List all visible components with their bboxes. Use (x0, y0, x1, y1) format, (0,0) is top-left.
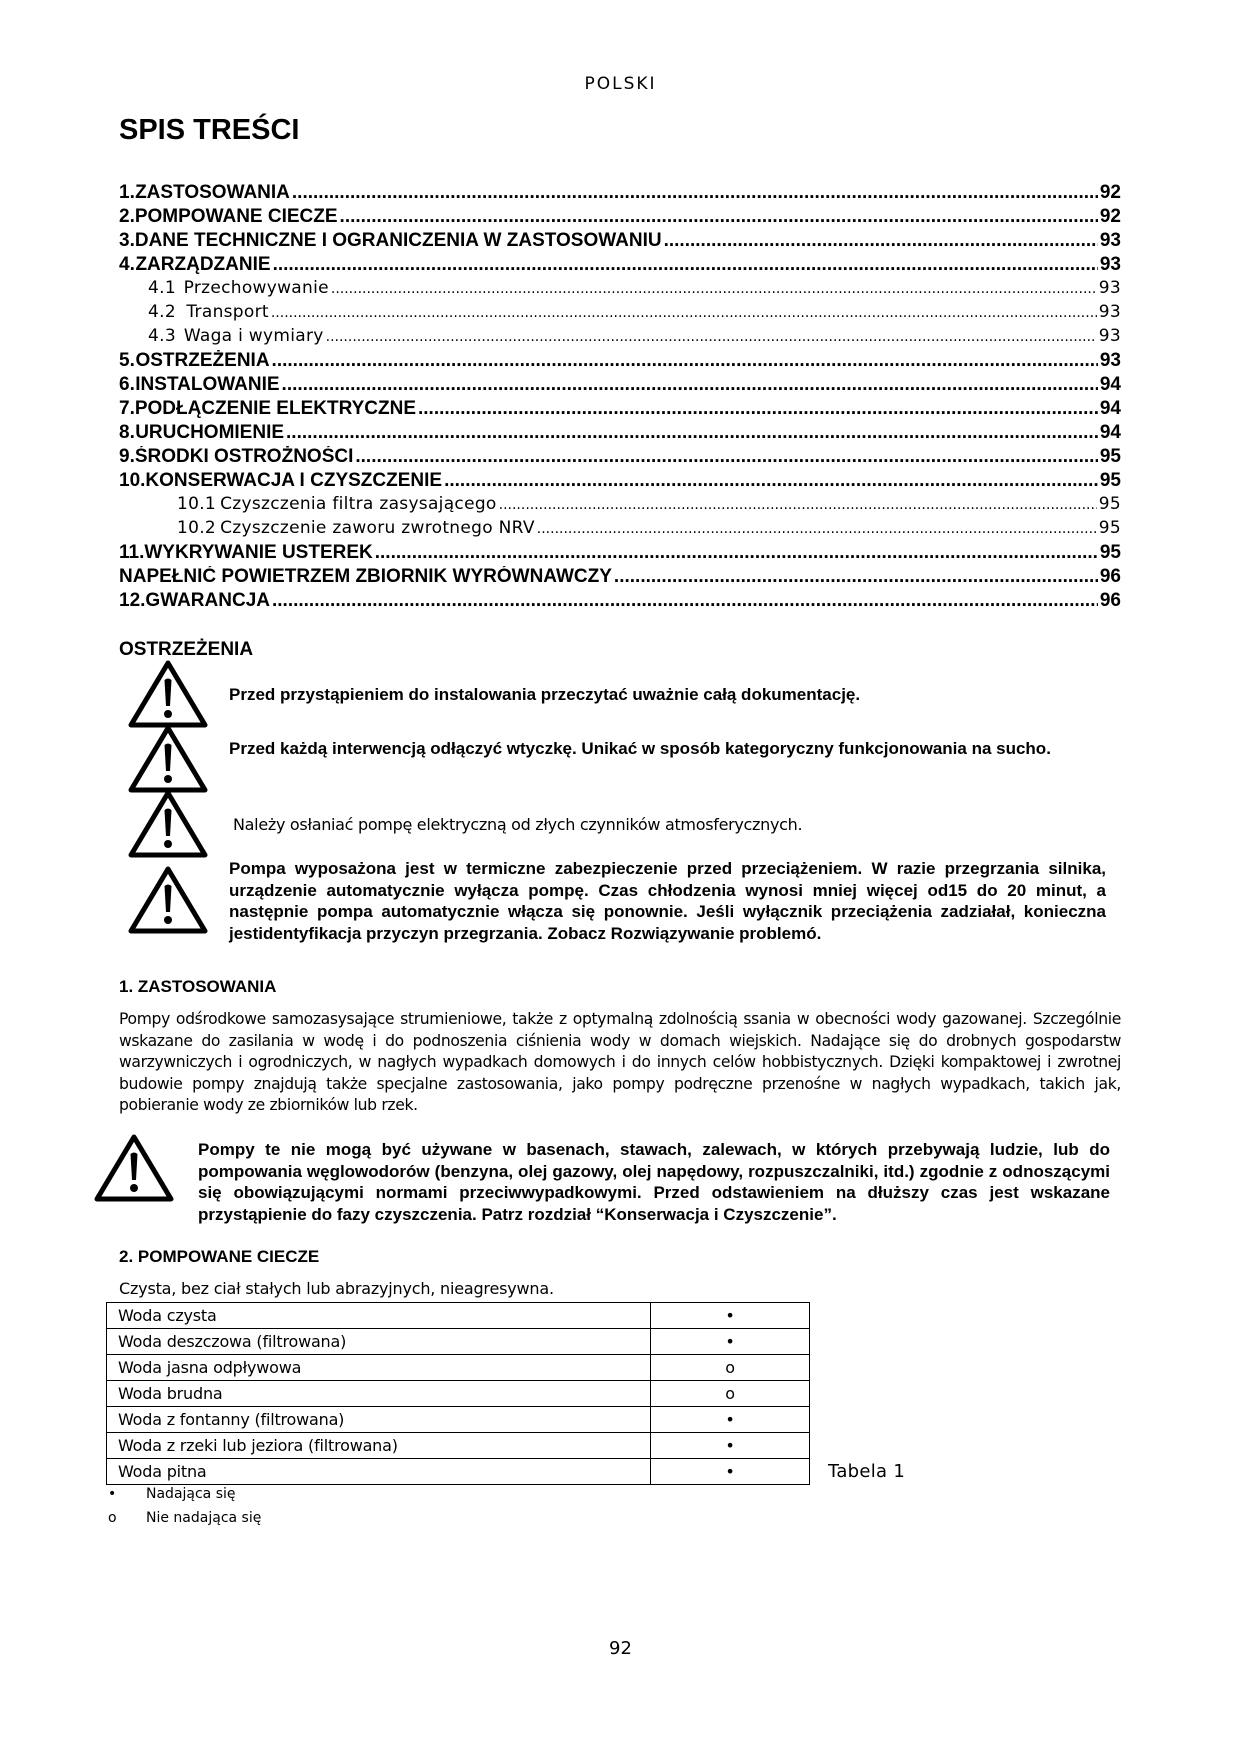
suitability-mark: o (651, 1381, 810, 1407)
toc-leader (355, 446, 1097, 468)
legend-item (108, 1510, 261, 1526)
table-row (107, 1459, 810, 1485)
toc-leader (292, 182, 1098, 204)
toc-item-label: ZASTOSOWANIA (135, 182, 290, 203)
toc-item-label: DANE TECHNICZNE I OGRANICZENIA W ZASTOSOWANIU (134, 230, 662, 251)
toc-leader (282, 374, 1098, 396)
toc-leader (272, 350, 1098, 372)
section-heading-pumped-liquids: 2. POMPOWANE CIECZE (119, 1247, 320, 1266)
toc-page-number: 92 (1099, 182, 1121, 203)
toc-leader (418, 398, 1098, 420)
liquids-table (106, 1302, 810, 1485)
toc-page-number: 95 (1099, 470, 1121, 491)
toc-leader (499, 494, 1097, 514)
suitability-mark: • (651, 1329, 810, 1355)
toc-leader (326, 326, 1097, 346)
warning-text: Należy osłaniać pompę elektryczną od złych czynników atmosferycznych. (233, 815, 803, 834)
toc-item-label: Czyszczenie zaworu zwrotnego NRV (220, 518, 535, 538)
toc-item[interactable] (119, 566, 1121, 590)
toc-leader (271, 302, 1097, 322)
toc-subitem[interactable]: 4.3 Waga i wymiary ..... 93 (119, 326, 1121, 350)
liquids-intro: Czysta, bez ciał stałych lub abrazyjnych, nieagresywna. (119, 1279, 554, 1298)
toc-leader (664, 230, 1098, 252)
toc-item[interactable]: 6. INSTALOWANIE ..... 94 (119, 374, 1121, 398)
toc-item-label: Przechowywanie (183, 278, 329, 298)
table-row (107, 1355, 810, 1381)
toc-page-number: 94 (1099, 422, 1121, 443)
toc-item-label: GWARANCJA (145, 590, 270, 611)
toc-item[interactable]: 4. ZARZĄDZANIE ..... 93 (119, 254, 1121, 278)
table-row (107, 1329, 810, 1355)
toc-leader (273, 254, 1098, 276)
toc-item-label: URUCHOMIENIE (135, 422, 285, 443)
table-caption: Tabela 1 (828, 1461, 906, 1482)
legend-text: Nadająca się (146, 1486, 236, 1502)
toc-item-label: INSTALOWANIE (135, 374, 280, 395)
toc-leader (444, 470, 1098, 492)
toc-page-number: 93 (1098, 278, 1121, 298)
liquid-name: Woda z fontanny (filtrowana) (107, 1407, 651, 1433)
suitability-mark: • (651, 1459, 810, 1485)
toc-item-label: Waga i wymiary (183, 326, 324, 346)
toc-item[interactable]: 11. WYKRYWANIE USTEREK ..... 95 (119, 542, 1121, 566)
language-label: POLSKI (584, 74, 657, 94)
toc-subitem[interactable]: 10.1 Czyszczenia filtra zasysającego ..... 95 (148, 494, 1121, 518)
toc-leader (286, 422, 1098, 444)
warning-triangle-icon (94, 1134, 174, 1202)
liquid-name: Woda czysta (107, 1303, 651, 1329)
toc-subitem[interactable]: 10.2 Czyszczenie zaworu zwrotnego NRV ..... 95 (148, 518, 1121, 542)
toc-item[interactable]: 9. ŚRODKI OSTROŻNOŚCI ..... 95 (119, 446, 1121, 470)
toc-subitem[interactable]: 4.2 Transport ..... 93 (119, 302, 1121, 326)
toc-item-label: WYKRYWANIE USTEREK (144, 542, 373, 563)
toc-item[interactable]: 8. URUCHOMIENIE ..... 94 (119, 422, 1121, 446)
applications-paragraph: Pompy odśrodkowe samozasysające strumieniowe, także z optymalną zdolnością ssania w obecności wody gazowanej. Szczególnie wskazane do zasilania w wodę i do podnoszenia ciśnienia wody w domach wiejskich. Nadające się do drobnych gospodarstw warzywniczych i ogrodniczych, w nagłych wypadkach domowych i do innych celów hobbistycznych. Dzięki kompaktowej i zwrotnej budowie pompy znajdują także specjalne zastosowania, jako pompy podręczne przenośne w nagłych wypadkach, takich jak, pobieranie wody ze zbiorników lub rzek. (119, 1010, 1121, 1115)
warning-text: Pompy te nie mogą być używane w basenach, stawach, zalewach, w których przebywają ludzie, lub do pompowania węglowodorów (benzyna, olej gazowy, olej napędowy, rozpuszczalniki, itd.) zgodnie z odnoszącymi się obowiązującymi normami przeciwwypadkowymi. Przed odstawieniem na dłuższy czas jest wskazane przystąpienie do fazy czyszczenia. Patrz rozdział “Konserwacja i Czyszczenie”. (198, 1140, 1110, 1224)
table-row (107, 1381, 810, 1407)
page-number: 92 (609, 1638, 632, 1659)
toc-item-label: Czyszczenia filtra zasysającego (220, 494, 497, 514)
toc-page-number: 93 (1099, 350, 1121, 371)
warning-text: Przed każdą interwencją odłączyć wtyczkę. Unikać w sposób kategoryczny funkcjonowania na sucho. (229, 739, 1051, 758)
warning-triangle-icon (128, 790, 208, 858)
table-row (107, 1407, 810, 1433)
liquid-name: Woda z rzeki lub jeziora (filtrowana) (107, 1433, 651, 1459)
toc-page-number: 93 (1098, 302, 1121, 322)
toc-page-number: 94 (1099, 374, 1121, 395)
toc-item-label: OSTRZEŻENIA (135, 350, 270, 371)
toc-item[interactable]: 2. POMPOWANE CIECZE ..... 92 (119, 206, 1121, 230)
toc-item-label: ZARZĄDZANIE (135, 254, 271, 275)
legend-symbol: • (108, 1486, 117, 1502)
toc-page-number: 96 (1099, 590, 1121, 611)
table-row (107, 1303, 810, 1329)
toc-item-label: PODŁĄCZENIE ELEKTRYCZNE (134, 398, 416, 419)
toc-leader (537, 518, 1097, 538)
legend-symbol: o (108, 1510, 117, 1526)
toc-page-number: 95 (1098, 494, 1121, 514)
toc-item-label: NAPEŁNIĆ POWIETRZEM ZBIORNIK WYRÓWNAWCZY (119, 566, 612, 587)
toc-item-label: POMPOWANE CIECZE (134, 206, 338, 227)
toc-leader (614, 566, 1098, 588)
toc-item[interactable]: 7. PODŁĄCZENIE ELEKTRYCZNE ..... 94 (119, 398, 1121, 422)
toc-page-number: 96 (1099, 566, 1121, 587)
suitability-mark: o (651, 1355, 810, 1381)
liquid-name: Woda deszczowa (filtrowana) (107, 1329, 651, 1355)
suitability-mark: • (651, 1433, 810, 1459)
warning-text: Przed przystąpieniem do instalowania przeczytać uważnie całą dokumentację. (229, 685, 861, 704)
toc-item[interactable]: 10. KONSERWACJA I CZYSZCZENIE ..... 95 (119, 470, 1121, 494)
toc-item[interactable]: 1. ZASTOSOWANIA ..... 92 (119, 182, 1121, 206)
warning-triangle-icon (128, 866, 208, 934)
legend-item (108, 1486, 236, 1502)
liquid-name: Woda jasna odpływowa (107, 1355, 651, 1381)
toc-page-number: 95 (1098, 518, 1121, 538)
toc-page-number: 95 (1099, 446, 1121, 467)
toc-subitem[interactable]: 4.1 Przechowywanie ..... 93 (119, 278, 1121, 302)
toc-page-number: 95 (1099, 542, 1121, 563)
toc-item-label: ŚRODKI OSTROŻNOŚCI (134, 446, 354, 467)
toc-page-number: 93 (1099, 254, 1121, 275)
toc-item-label: Transport (186, 302, 269, 322)
liquid-name: Woda pitna (107, 1459, 651, 1485)
warning-triangle-icon (128, 660, 208, 728)
table-row (107, 1433, 810, 1459)
warning-text: Pompa wyposażona jest w termiczne zabezpieczenie przed przeciążeniem. W razie przegrzania silnika, urządzenie automatycznie wyłącza pompę. Czas chłodzenia wynosi mniej więcej od15 do 20 minut, a następnie pompa automatycznie włącza się ponownie. Jeśli wyłącznik przeciążenia zadziałał, konieczna jestidentyfikacja przyczyn przegrzania. Zobacz Rozwiązywanie problemó. (229, 859, 1106, 943)
toc-page-number: 94 (1099, 398, 1121, 419)
toc-leader (340, 206, 1098, 228)
suitability-mark: • (651, 1303, 810, 1329)
legend-text: Nie nadająca się (146, 1510, 262, 1526)
liquid-name: Woda brudna (107, 1381, 651, 1407)
warning-triangle-icon (128, 725, 208, 793)
toc-item[interactable]: 5. OSTRZEŻENIA ..... 93 (119, 350, 1121, 374)
toc-page-number: 93 (1098, 326, 1121, 346)
toc-leader (375, 542, 1098, 564)
toc-leader (272, 590, 1098, 612)
suitability-mark: • (651, 1407, 810, 1433)
toc-page-number: 92 (1099, 206, 1121, 227)
warnings-heading: OSTRZEŻENIA (119, 639, 254, 660)
toc-title: SPIS TREŚCI (119, 114, 300, 146)
toc-leader (331, 278, 1097, 298)
toc-item[interactable]: 12. GWARANCJA ..... 96 (119, 590, 1121, 614)
toc-page-number: 93 (1099, 230, 1121, 251)
toc-item[interactable]: 3. DANE TECHNICZNE I OGRANICZENIA W ZASTOSOWANIU ..... 93 (119, 230, 1121, 254)
section-heading-applications: 1. ZASTOSOWANIA (119, 977, 277, 996)
toc-item-label: KONSERWACJA I CZYSZCZENIE (145, 470, 443, 491)
